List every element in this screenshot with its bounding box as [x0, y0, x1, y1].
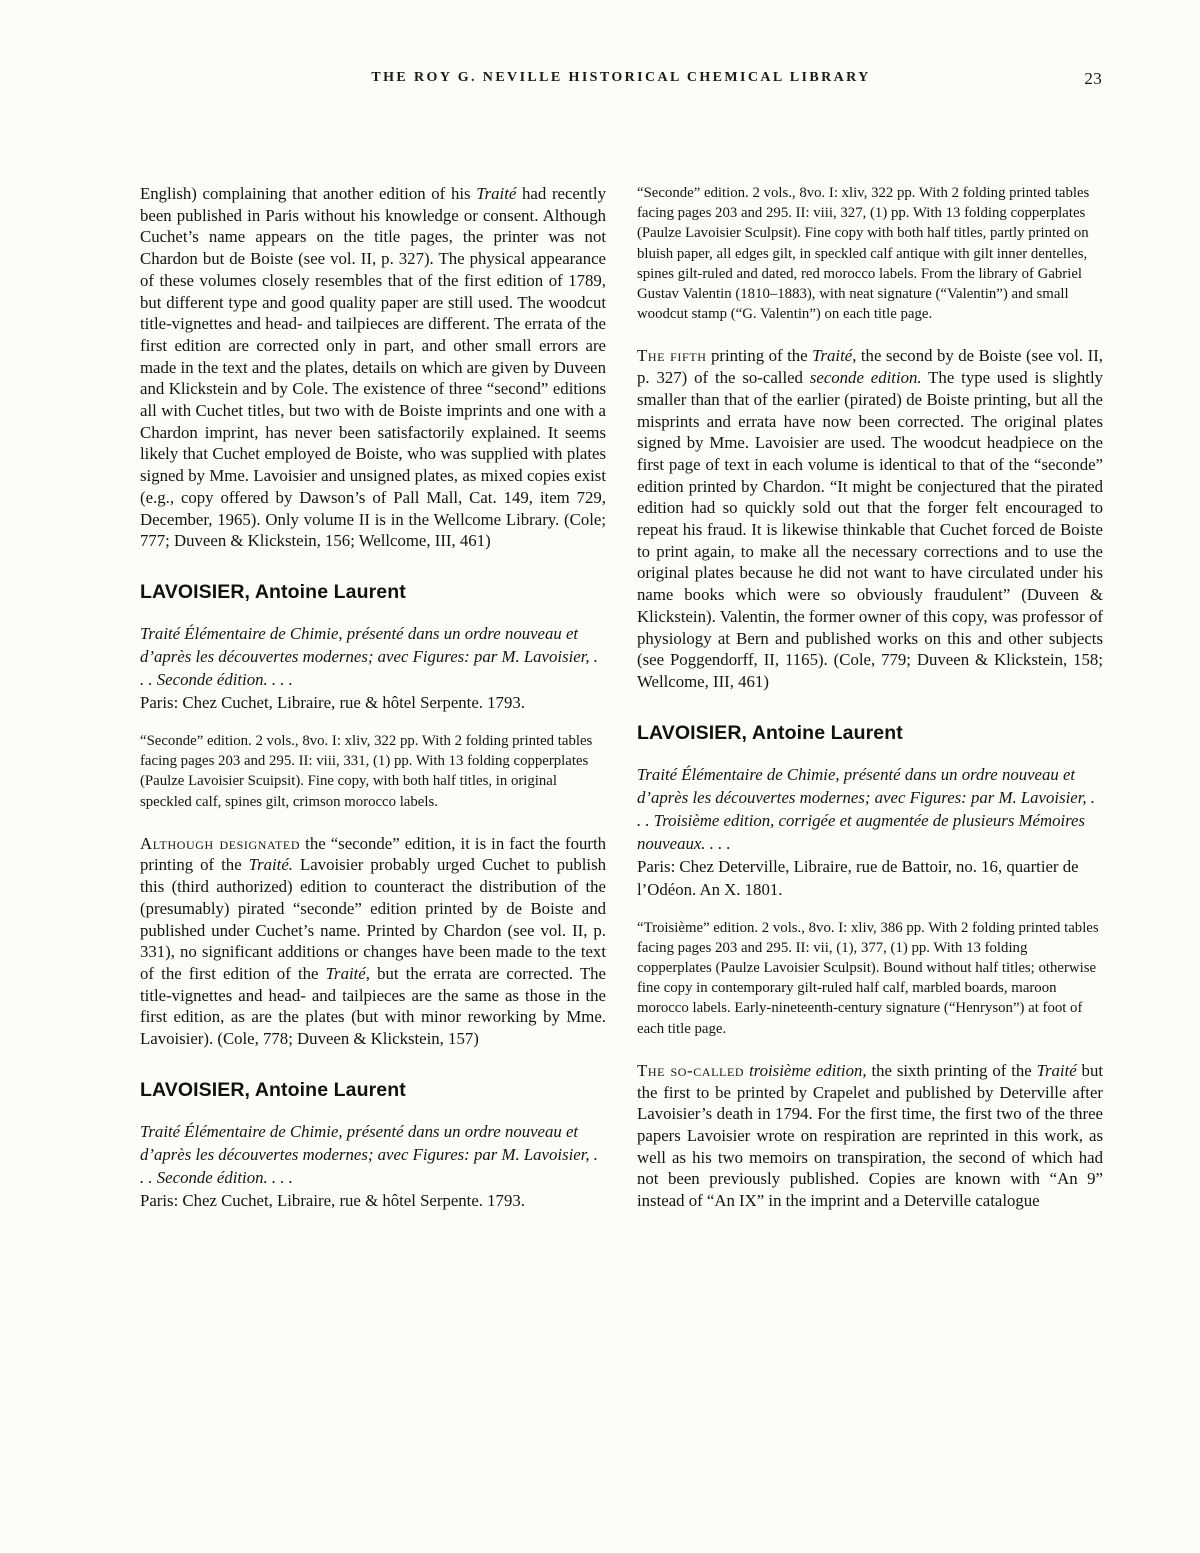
paragraph-commentary [637, 1060, 1103, 1212]
text-run: LAVOISIER, Antoine Laurent [140, 580, 406, 603]
text-run: Traité. [248, 855, 293, 875]
text-run: The fifth [637, 346, 707, 366]
text-run: “Troisième” edition. 2 vols., 8vo. I: xliv, 386 pp. With 2 folding printed tables facing pages 203 and 295. II: vii, (1), 377, (1) pp. With 13 folding copperplates (Paulze Lavoisier Sculpsit). Bound without half titles; otherwise fine copy in contemporary gilt-ruled half calf, marbled boards, maroon morocco labels. Early-nineteenth-century signature (“Henryson”) at foot of each title page. [637, 919, 1099, 1037]
text-run: Traité, [325, 963, 370, 983]
text-run: Paris: Chez Cuchet, Libraire, rue & hôtel Serpente. 1793. [140, 692, 525, 712]
entry-title [140, 1120, 606, 1212]
text-run: but the first to be printed by Crapelet and published by Deterville after Lavoisier’s death in 1794. For the first time, the first two of the three papers Lavoisier wrote on respiration are reprinted in this work, as well as his two memoirs on transpiration, the second of which had not been previously published. Copies are known with “An 9” instead of “An IX” in the imprint and a Deterville catalogue [637, 1060, 1104, 1211]
text-run: Paris: Chez Deterville, Libraire, rue de Battoir, no. 16, quartier de l’Odéon. An X. 1801. [637, 856, 1079, 899]
paragraph-commentary [637, 345, 1103, 692]
text-run: English) complaining that another edition of his [140, 184, 477, 203]
text-run: printing of the [706, 346, 813, 366]
running-header-title: THE ROY G. NEVILLE HISTORICAL CHEMICAL LIBRARY [371, 70, 871, 85]
collation-note [637, 183, 1103, 324]
collation-note [140, 731, 606, 812]
text-run: Traité Élémentaire de Chimie, présenté dans un ordre nouveau et d’après les découvertes modernes; avec Figures: par M. Lavoisier, . . . Seconde édition. . . . [140, 1121, 598, 1187]
text-run: had recently been published in Paris without his knowledge or consent. Although Cuchet’s name appears on the title pages, the printer was not Chardon but de Boiste (see vol. II, p. 327). The physical appearance of these volumes closely resembles that of the first edition of 1789, but different type and good quality paper are still used. The woodcut title-vignettes and head- and tailpieces are different. The errata of the first edition are corrected only in part, and other small errors are made in the text and the plates, details on which are given by Duveen and Klickstein and by Cole. The existence of three “second” editions all with Cuchet titles, but two with de Boiste imprints and one with a Chardon imprint, has never been satisfactorily explained. It seems likely that Cuchet employed de Boiste, who was supplied with plates signed by Mme. Lavoisier and unsigned plates, as mixed copies exist (e.g., copy offered by Dawson’s of Pall Mall, Cat. 149, item 729, December, 1965). Only volume II is in the Wellcome Library. (Cole; 777; Duveen & Klickstein, 156; Wellcome, III, 461) [140, 184, 606, 551]
text-run: Traité, [812, 346, 857, 366]
entry-heading [637, 722, 1103, 745]
text-run: seconde edition. [809, 368, 922, 388]
right-column [637, 183, 1103, 1233]
text-run: but the errata are corrected. The title-vignettes and head- and tailpieces are the same as those in the first edition, as are the plates (but with minor reworking by Mme. Lavoisier). (Cole, 778; Duveen & Klickstein, 157) [140, 963, 606, 1049]
paragraph-commentary [140, 833, 606, 1050]
page-number: 23 [1084, 69, 1102, 88]
entry-title [637, 763, 1103, 901]
text-run: Although designated [140, 833, 301, 853]
left-column [140, 183, 606, 1229]
text-run: the “seconde” edition, it is in fact the fourth printing of the [140, 833, 606, 875]
text-run: Traité [476, 184, 517, 203]
entry-heading [140, 1079, 606, 1102]
text-run: the sixth printing of the [866, 1060, 1037, 1080]
collation-note [637, 918, 1103, 1039]
text-run: The type used is slightly smaller than that of the earlier (pirated) de Boiste printing, but all the misprints and errata have now been corrected. The original plates signed by Mme. Lavoisier are used. The woodcut headpiece on the first page of text in each volume is identical to that of the “seconde” edition printed by Chardon. “It might be conjectured that the pirated edition had so quickly sold out that the forger felt encouraged to repeat his fraud. It is likewise thinkable that Cuchet forced de Boiste to print again, to make all the necessary corrections and to use the original plates because he did not want to have circulated under his name books which were so obviously fraudulent” (Duveen & Klickstein). Valentin, the former owner of this copy, was professor of physiology at Bern and published works on this and other subjects (see Poggendorff, II, 1165). (Cole, 779; Duveen & Klickstein, 158; Wellcome, III, 461) [637, 368, 1104, 691]
entry-heading [140, 581, 606, 604]
text-run: The so-called [637, 1060, 745, 1080]
text-run: LAVOISIER, Antoine Laurent [140, 1078, 406, 1101]
text-run: Paris: Chez Cuchet, Libraire, rue & hôtel Serpente. 1793. [140, 1190, 525, 1210]
text-run: Traité Élémentaire de Chimie, présenté dans un ordre nouveau et d’après les découvertes modernes; avec Figures: par M. Lavoisier, . . . Seconde édition. . . . [140, 623, 598, 689]
text-run: LAVOISIER, Antoine Laurent [637, 721, 903, 744]
text-run: the second by de Boiste (see vol. II, p. 327) of the so-called [637, 346, 1103, 388]
text-run: Traité Élémentaire de Chimie, présenté dans un ordre nouveau et d’après les découvertes modernes; avec Figures: par M. Lavoisier, . . . Troisième edition, corrigée et augmentée de plusieurs Mémoires nouveaux. . . . [637, 764, 1095, 853]
text-run: troisième edition, [749, 1060, 867, 1080]
entry-title [140, 622, 606, 714]
text-run: “Seconde” edition. 2 vols., 8vo. I: xliv, 322 pp. With 2 folding printed tables facing pages 203 and 295. II: viii, 331, (1) pp. With 13 folding copperplates (Paulze Lavoisier Scuipsit). Fine copy, with both half titles, in original speckled calf, spines gilt, crimson morocco labels. [140, 732, 593, 810]
text-run: Lavoisier probably urged Cuchet to publish this (third authorized) edition to counteract the distribution of the (presumably) pirated “seconde” edition printed by de Boiste and published under Cuchet’s name. Printed by Chardon (see vol. II, p. 331), no significant additions or changes have been made to the text of the first edition of the [140, 855, 606, 983]
text-run: Traité [1036, 1060, 1077, 1080]
paragraph-continuation [140, 183, 606, 552]
text-run: “Seconde” edition. 2 vols., 8vo. I: xliv, 322 pp. With 2 folding printed tables facing pages 203 and 295. II: viii, 327, (1) pp. With 13 folding copperplates (Paulze Lavoisier Sculpsit). Fine copy with both half titles, partly printed on bluish paper, all edges gilt, in speckled calf antique with gilt inner dentelles, spines gilt-ruled and dated, red morocco labels. From the library of Gabriel Gustav Valentin (1810–1883), with neat signature (“Valentin”) and small woodcut stamp (“G. Valentin”) on each title page. [637, 185, 1090, 323]
running-header [140, 70, 1102, 94]
